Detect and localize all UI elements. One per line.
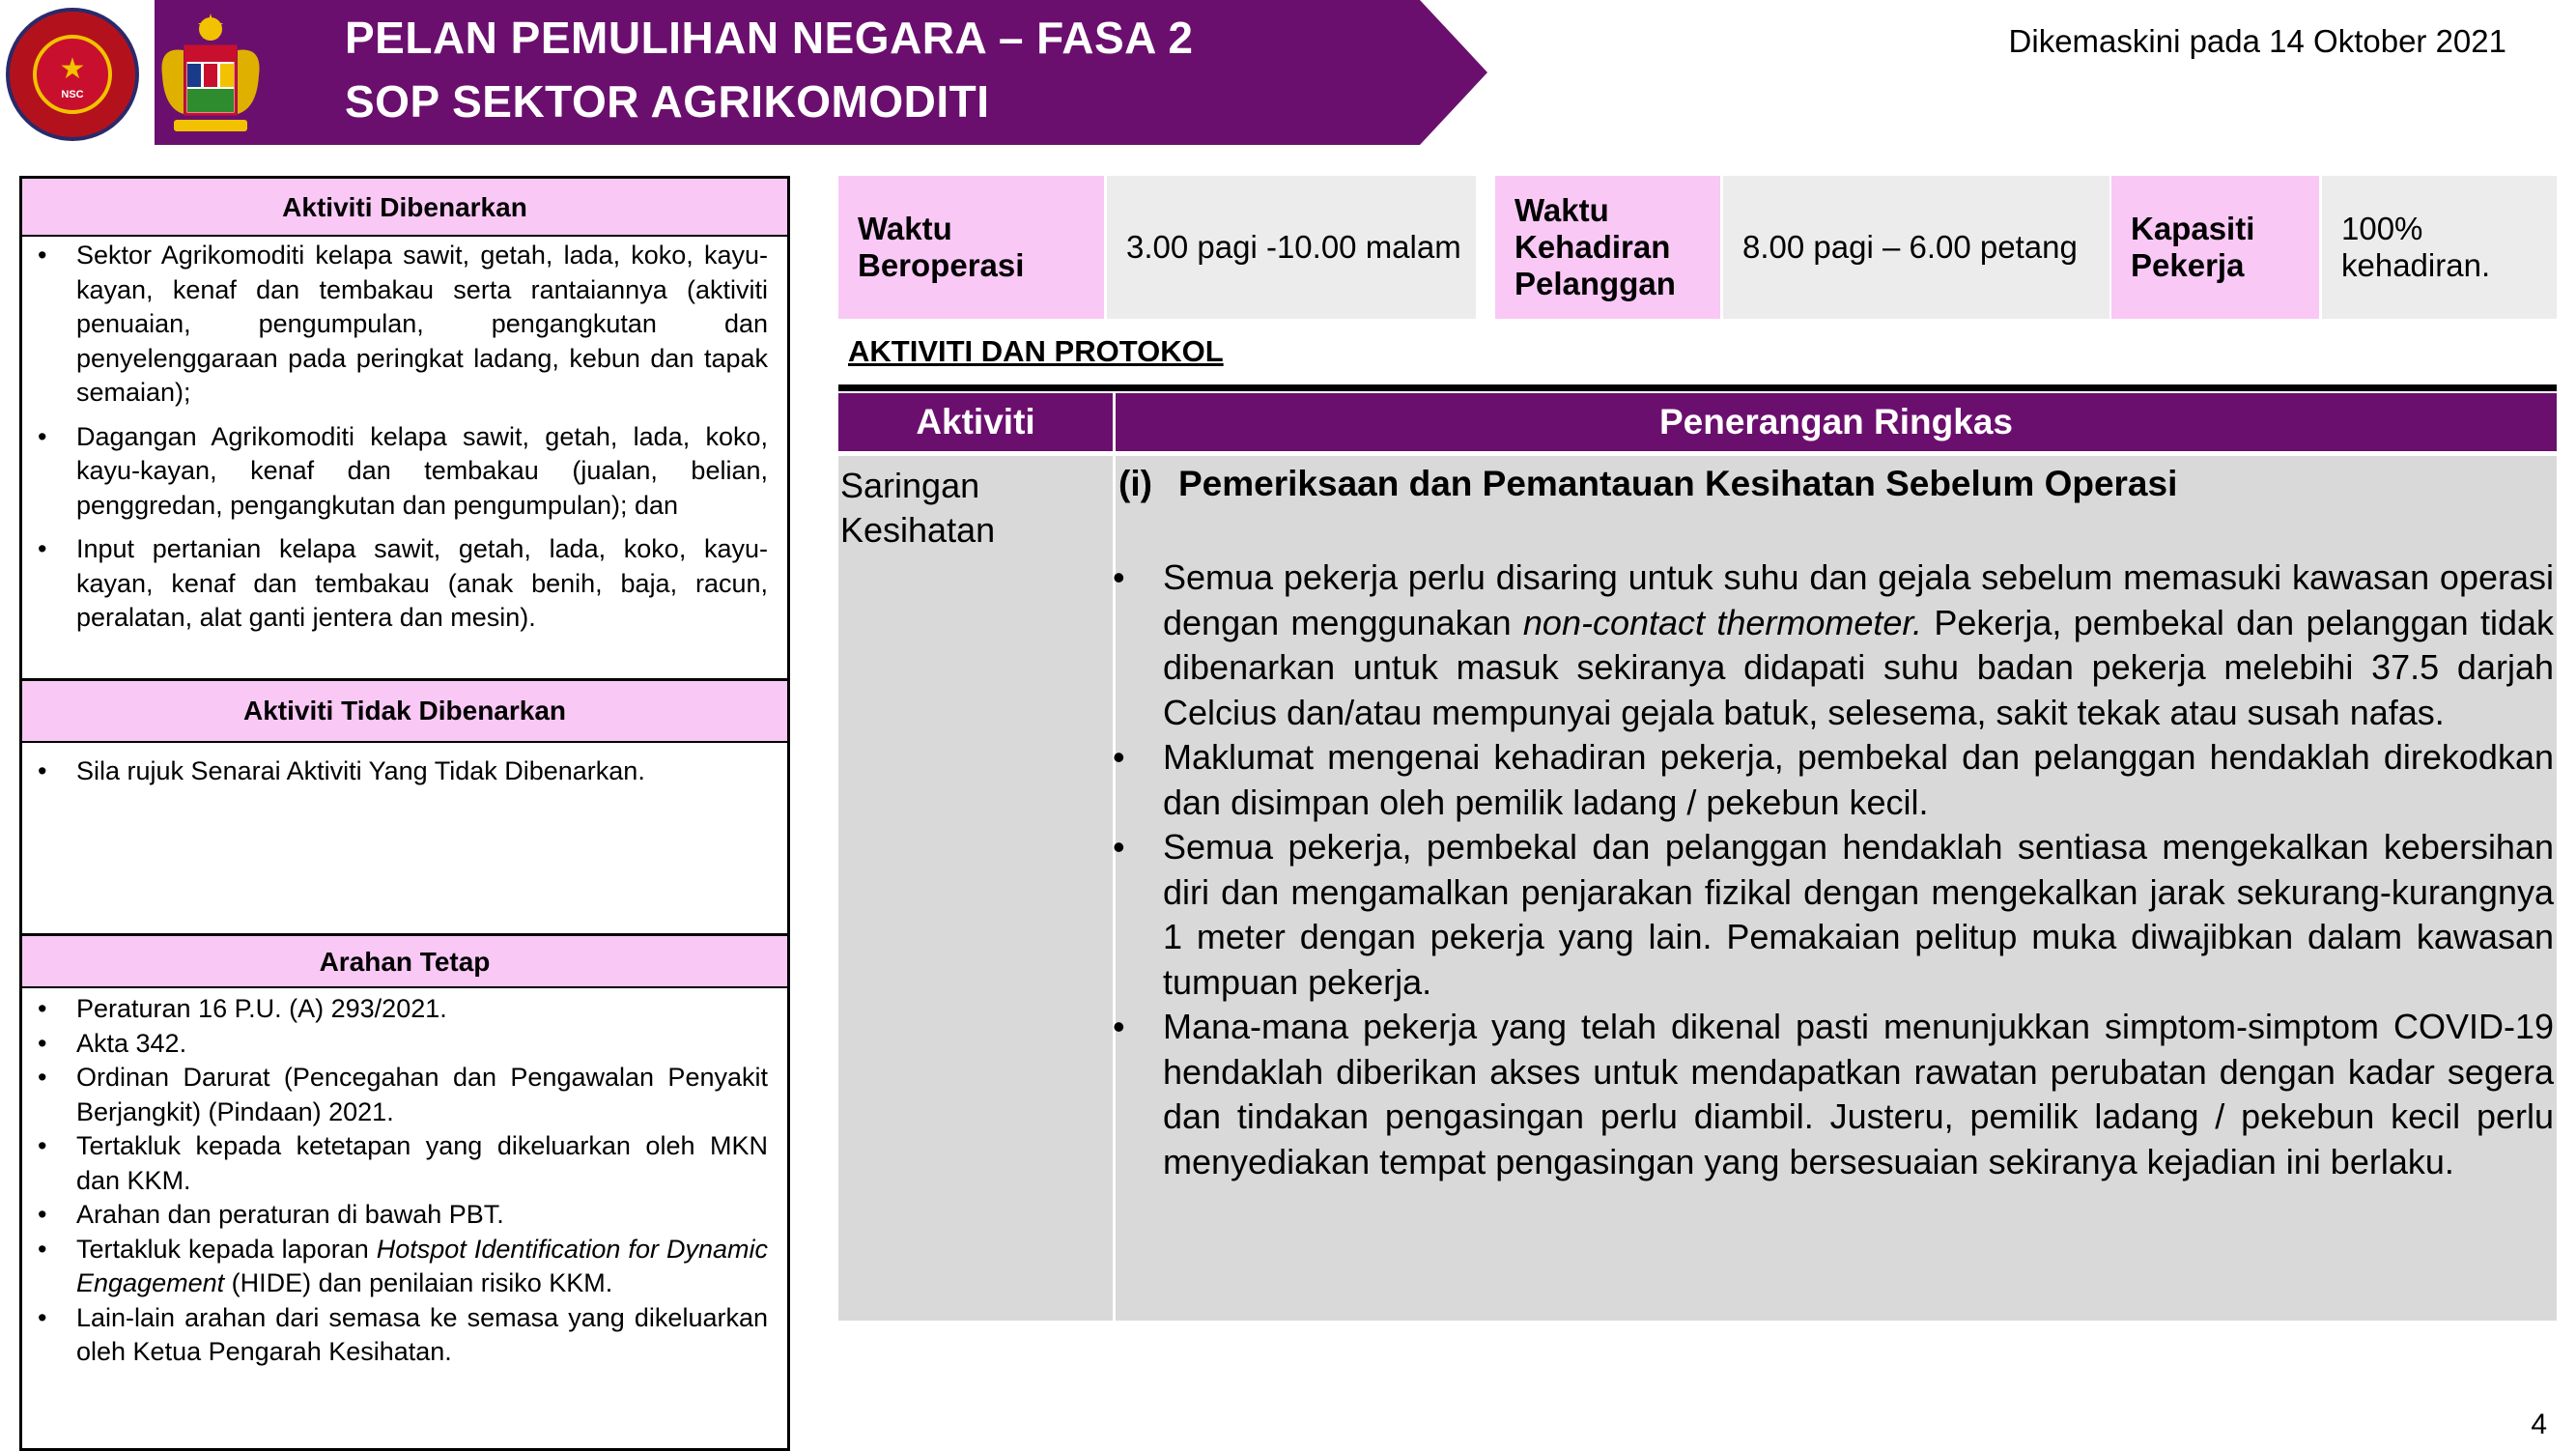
directives-list <box>22 992 787 1370</box>
list-item: • Peraturan 16 P.U. (A) 293/2021. <box>76 992 768 1027</box>
page-number: 4 <box>2531 1408 2547 1440</box>
list-item: • Dagangan Agrikomoditi kelapa sawit, getah, lada, koko, kayu-kayan, kenaf dan tembakau (jualan, belian, penggredan, pengangkutan dan pengumpulan); dan <box>76 420 768 524</box>
customer-hours-value: 8.00 pagi – 6.00 petang <box>1723 176 2109 319</box>
activity-name: Saringan Kesihatan <box>840 466 996 550</box>
protocol-list <box>1163 555 2554 1184</box>
allowed-list <box>22 239 787 636</box>
directives-heading: Arahan Tetap <box>22 936 787 988</box>
subsection-number: (i) <box>1118 464 1152 503</box>
section-title: AKTIVITI DAN PROTOKOL <box>848 334 1224 368</box>
list-item: • Sektor Agrikomoditi kelapa sawit, getah, lada, koko, kayu-kayan, kenaf dan tembakau serta rantaiannya (aktiviti penuaian, pengumpulan, pengangkutan dan penyelenggaraan pada peringkat ladang, kebun dan tapak semaian); <box>76 239 768 411</box>
list-item: • Arahan dan peraturan di bawah PBT. <box>76 1198 768 1233</box>
customer-hours-label: Waktu Kehadiran Pelanggan <box>1495 176 1720 319</box>
logo-area <box>0 0 155 145</box>
column-header-activity: Aktiviti <box>838 393 1113 451</box>
column-header-description: Penerangan Ringkas <box>1116 393 2557 451</box>
op-hours-value: 3.00 pagi -10.00 malam <box>1107 176 1476 319</box>
list-item: • Lain-lain arahan dari semasa ke semasa yang dikeluarkan oleh Ketua Pengarah Kesihatan. <box>76 1301 768 1370</box>
list-item: • Sila rujuk Senarai Aktiviti Yang Tidak Dibenarkan. <box>76 754 768 788</box>
list-item: • Maklumat mengenai kehadiran pekerja, pembekal dan pelanggan hendaklah direkodkan dan disimpan oleh pemilik ladang / pekebun kecil. <box>1163 735 2554 825</box>
list-item: • Mana-mana pekerja yang telah dikenal pasti menunjukkan simptom-simptom COVID-19 hendaklah diberikan akses untuk mendapatkan rawatan perubatan dengan kadar segera dan tindakan pengasingan perlu diambil. Justeru, pemilik ladang / pekebun kecil perlu menyediakan tempat pengasingan yang bersesuaian sekiranya kejadian ini berlaku. <box>1163 1005 2554 1184</box>
activity-cell <box>838 456 1113 1321</box>
list-item: • Semua pekerja perlu disaring untuk suhu dan gejala sebelum memasuki kawasan operasi dengan menggunakan non-contact thermometer. Pekerja, pembekal dan pelanggan tidak dibenarkan untuk masuk sekiranya didapati suhu badan pekerja melebihi 37.5 darjah Celcius dan/atau mempunyai gejala batuk, selesema, sakit tekak atau susah nafas. <box>1163 555 2554 735</box>
thermometer-term: non-contact thermometer. <box>1522 602 1923 642</box>
title-line-1: PELAN PEMULIHAN NEGARA – FASA 2 <box>345 13 1194 63</box>
not-allowed-list <box>22 754 787 788</box>
capacity-label: Kapasiti Pekerja <box>2111 176 2319 319</box>
op-hours-label: Waktu Beroperasi <box>838 176 1104 319</box>
allowed-heading: Aktiviti Dibenarkan <box>22 179 787 237</box>
updated-date: Dikemaskini pada 14 Oktober 2021 <box>2008 23 2506 59</box>
capacity-value: 100% kehadiran. <box>2322 176 2557 319</box>
not-allowed-heading: Aktiviti Tidak Dibenarkan <box>22 681 787 743</box>
nsc-logo-icon: ★ NSC <box>6 8 139 141</box>
list-item: • Input pertanian kelapa sawit, getah, lada, koko, kayu-kayan, kenaf dan tembakau (anak benih, baja, racun, peralatan, alat ganti jentera dan mesin). <box>76 532 768 636</box>
list-item: • Ordinan Darurat (Pencegahan dan Pengawalan Penyakit Berjangkit) (Pindaan) 2021. <box>76 1061 768 1129</box>
subsection-title: (i) Pemeriksaan dan Pemantauan Kesihatan Sebelum Operasi <box>1118 464 2178 503</box>
list-item: • Tertakluk kepada laporan Hotspot Identification for Dynamic Engagement (HIDE) dan penilaian risiko KKM. <box>76 1233 768 1301</box>
jata-negara-icon <box>155 8 267 137</box>
left-panel <box>19 176 790 1451</box>
title-line-2: SOP SEKTOR AGRIKOMODITI <box>345 76 990 127</box>
list-item: • Tertakluk kepada ketetapan yang dikeluarkan oleh MKN dan KKM. <box>76 1129 768 1198</box>
divider <box>838 384 2557 391</box>
hide-report-name: Hotspot Identification for Dynamic Engagement <box>76 1234 768 1297</box>
list-item: • Akta 342. <box>76 1027 768 1062</box>
list-item: • Semua pekerja, pembekal dan pelanggan hendaklah sentiasa mengekalkan kebersihan diri dan mengamalkan penjarakan fizikal dengan mengekalkan jarak sekurang-kurangnya 1 meter dengan pekerja yang lain. Pemakaian pelitup muka diwajibkan dalam kawasan tumpuan pekerja. <box>1163 825 2554 1005</box>
